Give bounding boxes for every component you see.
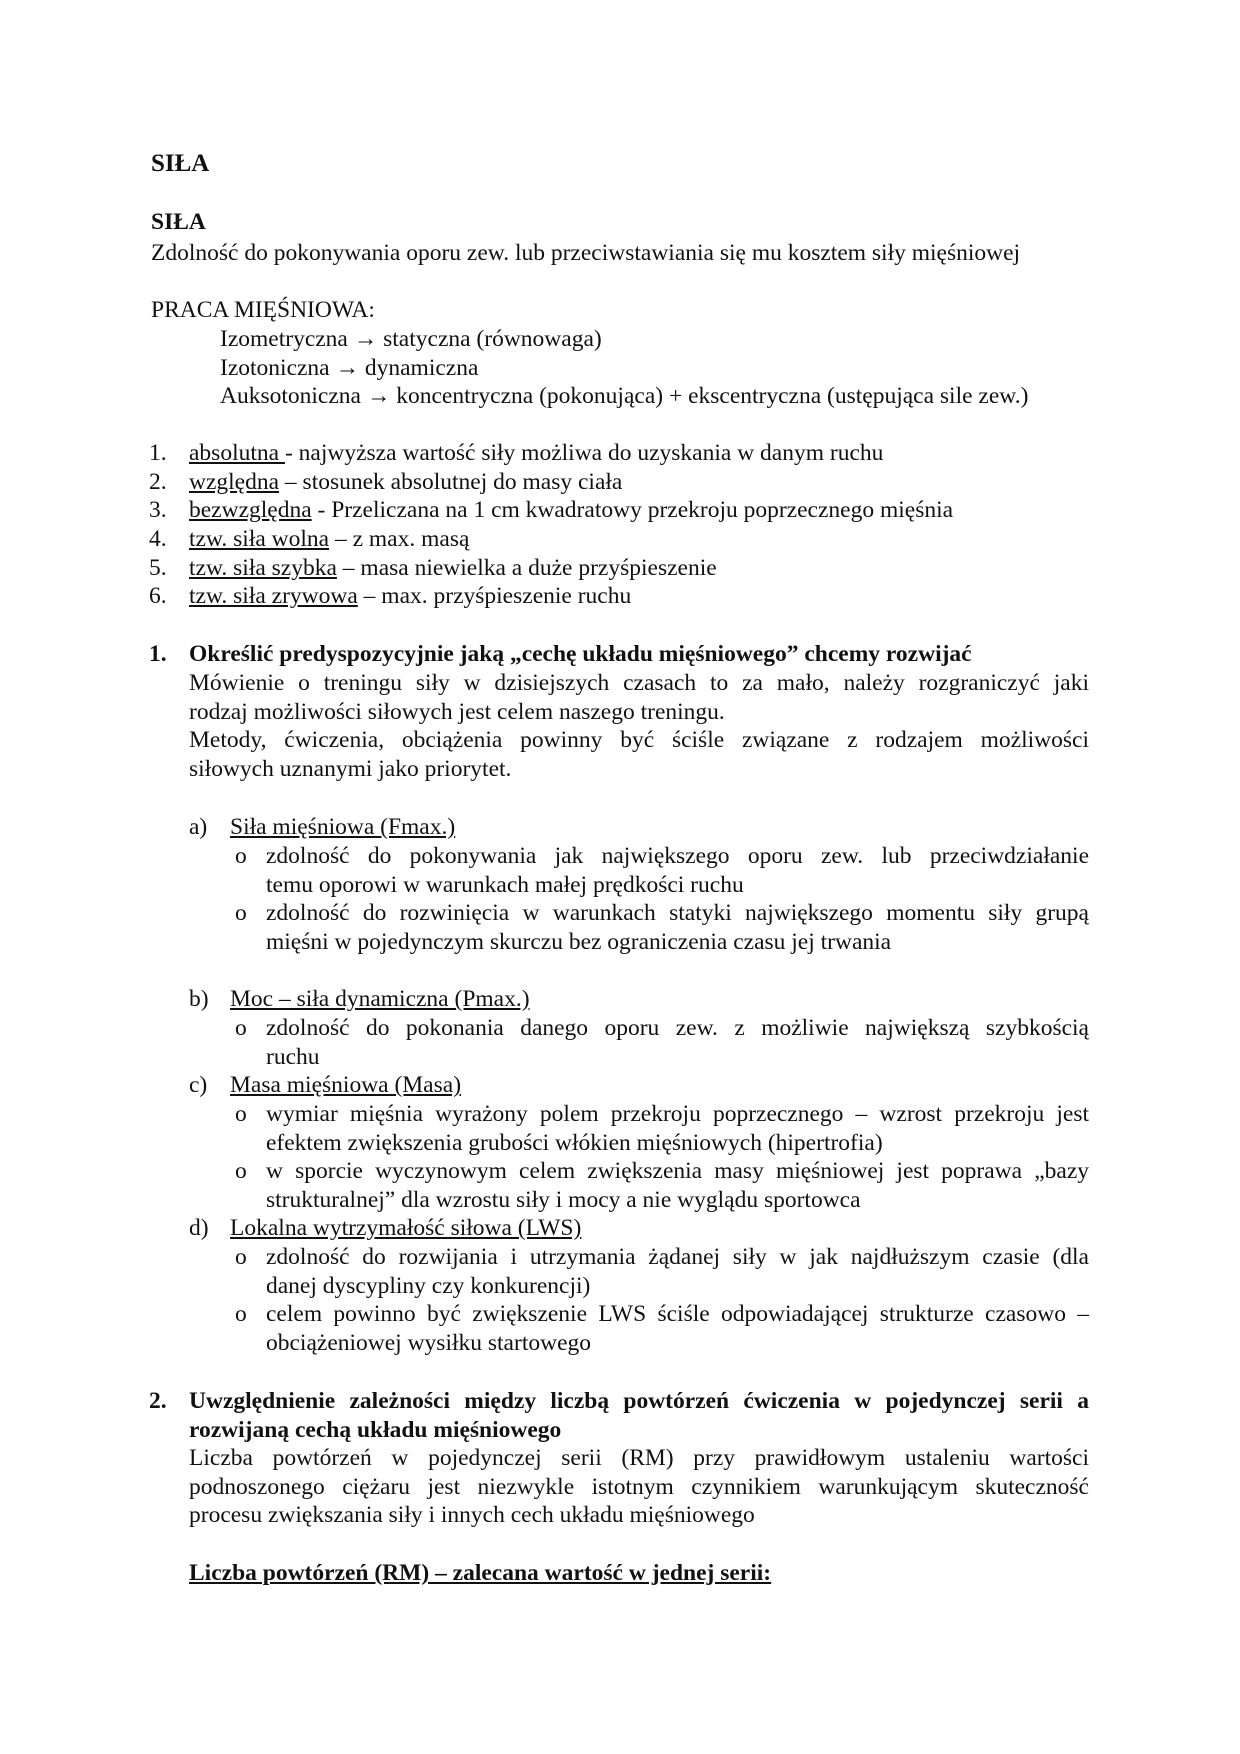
list-item — [149, 496, 1089, 525]
subsection-a-title: Siła mięśniowa (Fmax.) — [230, 814, 456, 840]
strength-types-list — [149, 439, 1089, 611]
arrow-icon: → — [353, 326, 378, 352]
bullet-icon: o — [235, 1301, 247, 1327]
bullet-icon: o — [235, 1158, 247, 1184]
bullet-line: w sporcie wyczynowym celem zwiększenia masy mięśniowej jest poprawa „bazy — [266, 1158, 1089, 1185]
section2-paragraph — [189, 1444, 1089, 1530]
list-number: 6. — [149, 583, 167, 610]
bullet-icon: o — [235, 1015, 247, 1041]
subsection-b-title: Moc – siła dynamiczna (Pmax.) — [230, 986, 530, 1012]
desc: – max. przyśpieszenie ruchu — [357, 583, 632, 610]
section1-paragraph — [189, 669, 1089, 784]
list-number: 1. — [149, 440, 167, 466]
list-number: 4. — [149, 526, 167, 553]
term: absolutna — [189, 440, 285, 466]
section2-number: 2. — [149, 1388, 167, 1414]
term: Izotoniczna — [220, 354, 330, 381]
list-item — [149, 525, 1089, 554]
bullet-line: zdolność do rozwinięcia w warunkach statyki największego momentu siły grupą — [266, 900, 1089, 927]
bullet-line: zdolność do pokonania danego oporu zew. z możliwie największą szybkością — [266, 1015, 1089, 1041]
bullet-line: temu oporowi w warunkach małej prędkości ruchu — [266, 871, 744, 898]
list-number: 2. — [149, 468, 167, 495]
bullet-line: wymiar mięśnia wyrażony polem przekroju poprzecznego – wzrost przekroju jest — [266, 1101, 1089, 1127]
desc: koncentryczna (pokonująca) + ekscentryczna (ustępująca sile zew.) — [396, 383, 1029, 410]
muscle-work-item — [220, 382, 1028, 411]
page-title: SIŁA — [151, 150, 210, 177]
subsection-c-label: c) — [189, 1072, 208, 1098]
term: względna — [189, 468, 280, 495]
section2-heading — [189, 1387, 1089, 1444]
bullet-icon: o — [235, 843, 247, 869]
term: Auksotoniczna — [220, 383, 361, 410]
subsection-b-label: b) — [189, 986, 209, 1012]
paragraph-line: procesu zwiększania siły i innych cech układu mięśniowego — [189, 1502, 755, 1529]
list-item — [149, 468, 1089, 497]
desc: – stosunek absolutnej do masy ciała — [279, 468, 623, 495]
paragraph-line: Metody, ćwiczenia, obciążenia powinny być ściśle związane z rodzajem możliwości — [189, 727, 1089, 754]
paragraph-line: Mówienie o treningu siły w dzisiejszych czasach to za mało, należy rozgraniczyć jaki — [189, 670, 1089, 696]
bullet-line: mięśni w pojedynczym skurczu bez ograniczenia czasu jej trwania — [266, 929, 892, 956]
definition-text: Zdolność do pokonywania oporu zew. lub przeciwstawiania się mu kosztem siły mięśniowej — [151, 240, 1021, 266]
bullet-line: danej dyscypliny czy konkurencji) — [266, 1272, 591, 1299]
heading-line: Uwzględnienie zależności między liczbą powtórzeń ćwiczenia w pojedynczej serii a — [189, 1388, 1089, 1414]
subsection-c-title: Masa mięśniowa (Masa) — [230, 1072, 462, 1098]
list-item — [149, 439, 1089, 468]
paragraph-line: siłowych uznanymi jako priorytet. — [189, 756, 512, 783]
heading-line: rozwijaną cechą układu mięśniowego — [189, 1416, 562, 1443]
arrow-icon: → — [335, 354, 359, 381]
paragraph-line: rodzaj możliwości siłowych jest celem naszego treningu. — [189, 698, 725, 725]
subsection-a-bullets — [266, 842, 1089, 957]
paragraph-line: podnoszonego ciężaru jest niezwykle istotnym czynnikiem warunkującym skuteczność — [189, 1473, 1089, 1500]
muscle-work-heading: PRACA MIĘŚNIOWA: — [151, 297, 375, 323]
rm-table-heading: Liczba powtórzeń (RM) – zalecana wartość w jednej serii: — [189, 1560, 772, 1586]
term: tzw. siła wolna — [189, 526, 330, 553]
desc: – z max. masą — [329, 526, 470, 553]
term: tzw. siła zrywowa — [189, 583, 358, 610]
bullet-line: zdolność do rozwijania i utrzymania żądanej siły w jak najdłuższym czasie (dla — [266, 1244, 1089, 1270]
desc: dynamiczna — [364, 354, 479, 381]
list-item — [149, 554, 1089, 583]
definition-heading: SIŁA — [151, 209, 206, 235]
subsection-d-title: Lokalna wytrzymałość siłowa (LWS) — [230, 1215, 582, 1241]
subsection-b-bullets — [266, 1014, 1089, 1071]
section1-number: 1. — [149, 641, 167, 667]
list-item — [149, 582, 1089, 611]
bullet-line: zdolność do pokonywania jak największego oporu zew. lub przeciwdziałanie — [266, 843, 1089, 869]
term: bezwzględna — [189, 497, 312, 524]
muscle-work-item — [220, 325, 1028, 354]
list-number: 5. — [149, 554, 167, 581]
arrow-icon: → — [366, 383, 391, 410]
bullet-line: ruchu — [266, 1043, 320, 1070]
bullet-line: celem powinno być zwiększenie LWS ściśle odpowiadającej strukturze czasowo – — [266, 1301, 1089, 1328]
muscle-work-item — [220, 354, 1028, 383]
desc: - najwyższa wartość siły możliwa do uzyskania w danym ruchu — [284, 440, 884, 466]
bullet-icon: o — [235, 900, 247, 926]
bullet-icon: o — [235, 1244, 247, 1270]
term: Izometryczna — [220, 326, 348, 352]
bullet-line: obciążeniowej wysiłku startowego — [266, 1330, 591, 1357]
subsection-d-label: d) — [189, 1215, 209, 1241]
muscle-work-list — [220, 325, 1028, 411]
term: tzw. siła szybka — [189, 554, 337, 581]
list-number: 3. — [149, 497, 167, 524]
subsection-d-bullets — [266, 1243, 1089, 1358]
desc: - Przeliczana na 1 cm kwadratowy przekroju poprzecznego mięśnia — [311, 497, 954, 524]
subsection-c-bullets — [266, 1100, 1089, 1215]
section1-heading: Określić predyspozycyjnie jaką „cechę układu mięśniowego” chcemy rozwijać — [189, 641, 972, 667]
desc: – masa niewielka a duże przyśpieszenie — [336, 554, 717, 581]
bullet-line: efektem zwiększenia grubości włókien mięśniowych (hipertrofia) — [266, 1129, 883, 1156]
bullet-line: strukturalnej” dla wzrostu siły i mocy a nie wyglądu sportowca — [266, 1187, 861, 1214]
subsection-a-label: a) — [189, 814, 208, 840]
bullet-icon: o — [235, 1101, 247, 1127]
desc: statyczna (równowaga) — [383, 326, 602, 352]
paragraph-line: Liczba powtórzeń w pojedynczej serii (RM) przy prawidłowym ustaleniu wartości — [189, 1445, 1089, 1471]
